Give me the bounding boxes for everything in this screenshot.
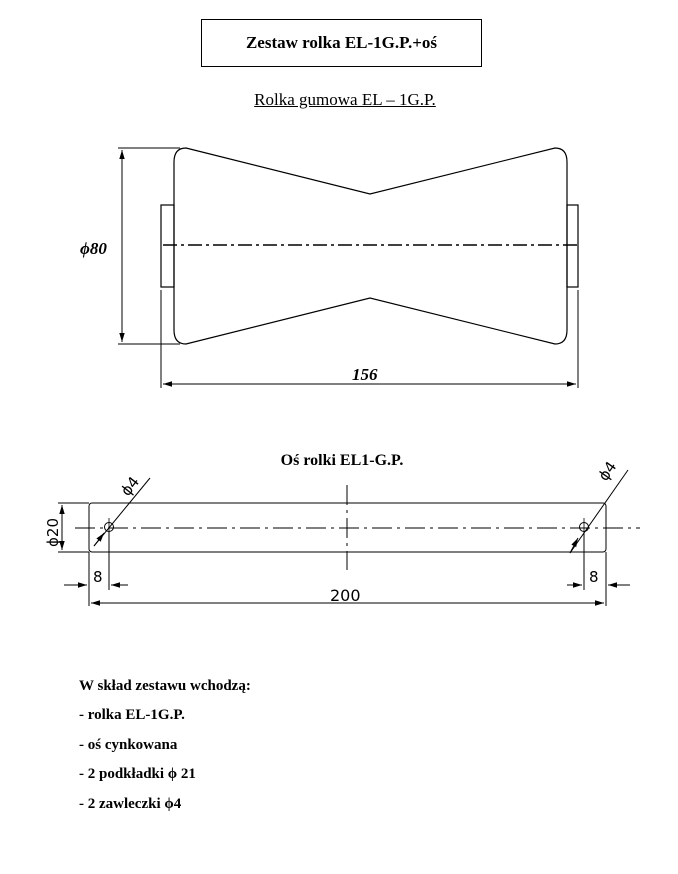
- contents-heading: W skład zestawu wchodzą:: [79, 678, 251, 694]
- contents-item: - oś cynkowana: [79, 736, 178, 753]
- roller-subtitle: Rolka gumowa EL – 1G.P.: [254, 90, 436, 109]
- axle-offset-left-label: 8: [93, 568, 103, 586]
- roller-length-label: 156: [352, 365, 378, 384]
- axle-length-label: 200: [330, 586, 361, 605]
- contents-item: - rolka EL-1G.P.: [79, 707, 185, 723]
- axle-diameter-label: ϕ20: [44, 518, 62, 547]
- axle-hole-right-label: ϕ4: [594, 458, 621, 485]
- roller-left-stub: [161, 205, 174, 287]
- contents-list: [79, 676, 251, 823]
- drawing-title: Zestaw rolka EL-1G.P.+oś: [201, 19, 482, 67]
- roller-diameter-label: ϕ80: [80, 239, 107, 258]
- contents-item: - 2 zawleczki ϕ4: [79, 795, 182, 812]
- roller-right-stub: [567, 205, 578, 287]
- axle-hole-right-leader: [570, 470, 628, 553]
- contents-item: - 2 podkładki ϕ 21: [79, 766, 196, 782]
- axle-hole-left-label: ϕ4: [116, 473, 144, 500]
- roller-drawing: [118, 148, 578, 388]
- axle-offset-right-label: 8: [589, 568, 599, 586]
- axle-title: Oś rolki EL1-G.P.: [280, 452, 404, 469]
- roller-body-outline: [174, 148, 567, 344]
